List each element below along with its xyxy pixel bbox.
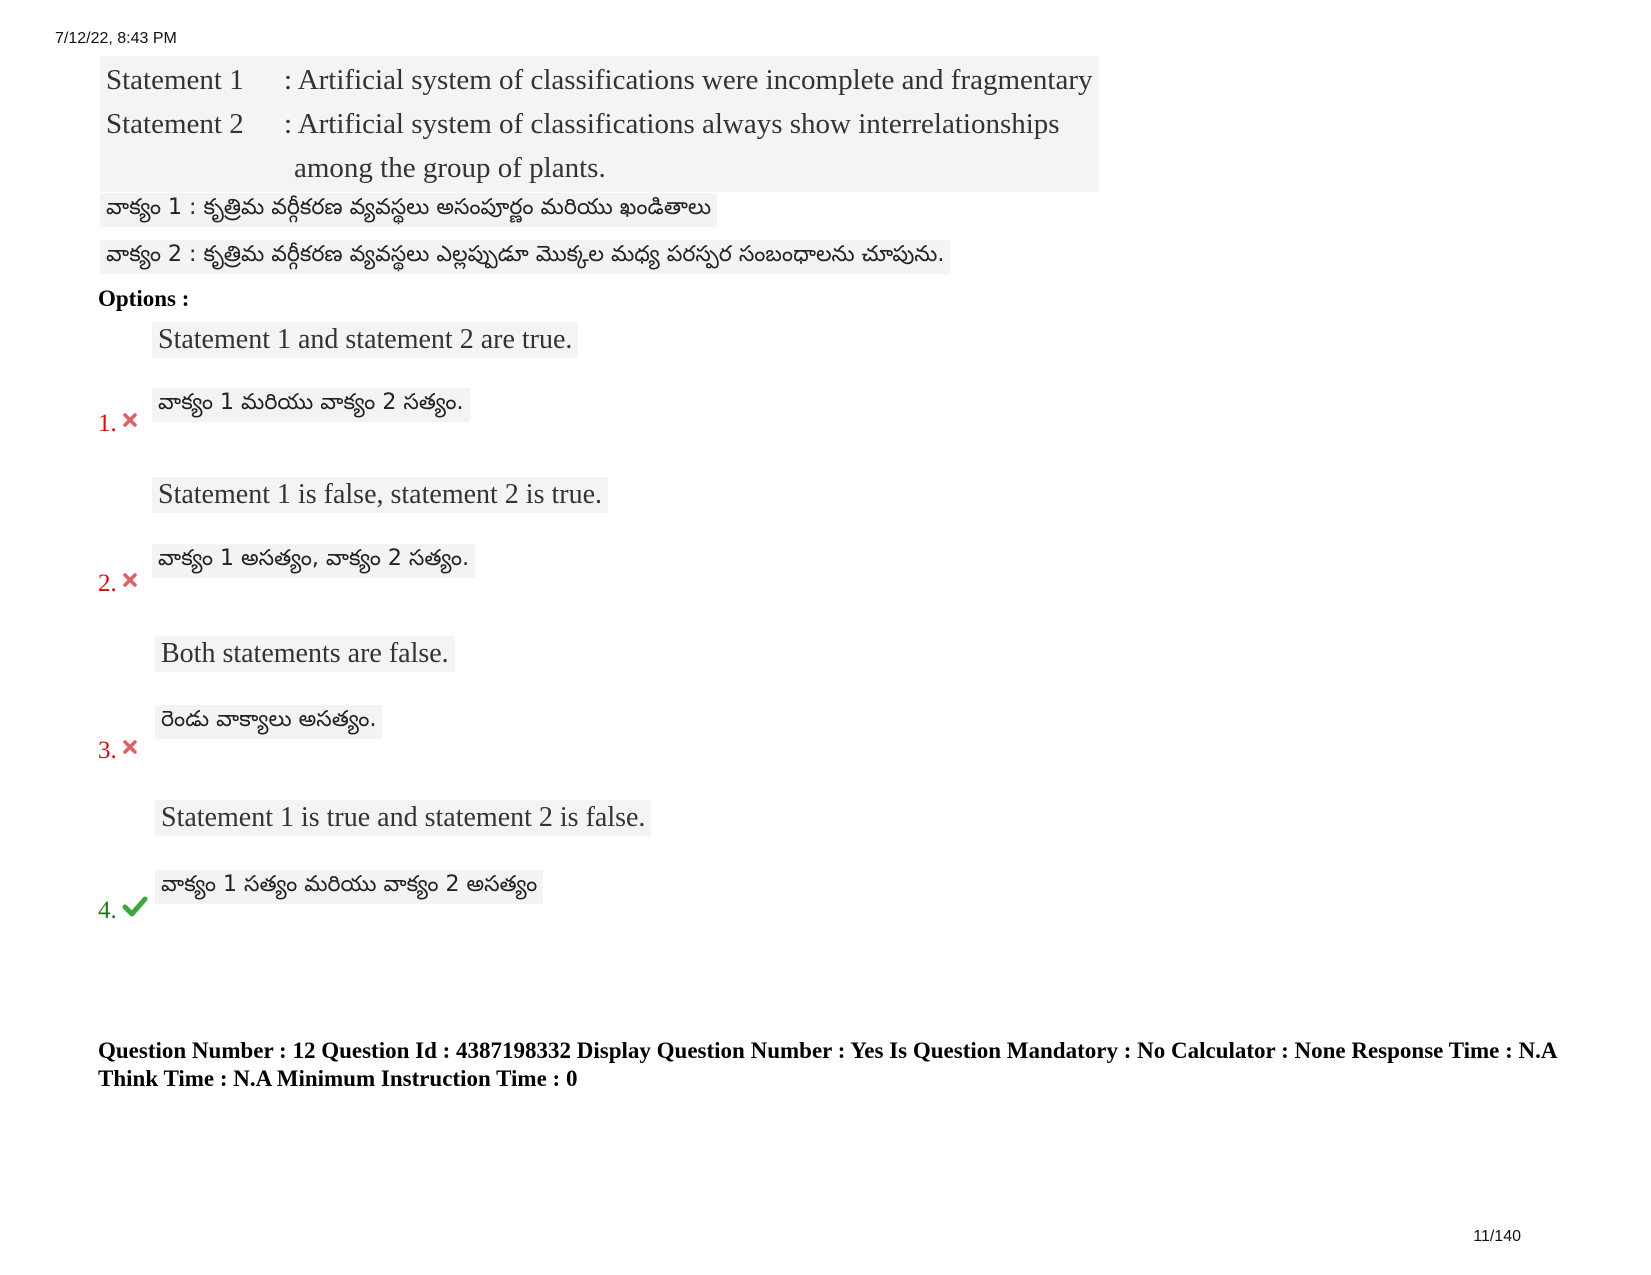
options-heading: Options : (98, 286, 190, 311)
statement-2-label: Statement 2 (106, 108, 244, 140)
option-2-telugu: వాక్యం 1 అసత్యం, వాక్యం 2 సత్యం. (152, 544, 475, 578)
telugu-statement-2: వాక్యం 2 : కృత్రిమ వర్గీకరణ వ్యవస్థలు ఎల్లప్పుడూ మొక్కల మధ్య పరస్పర సంబంధాలను చూపును. (100, 240, 950, 274)
statement-2 (106, 102, 1093, 146)
check-icon (122, 895, 148, 917)
option-1-english: Statement 1 and statement 2 are true. (152, 322, 578, 358)
option-4-english: Statement 1 is true and statement 2 is false. (155, 800, 651, 836)
option-3-number: 3. (98, 737, 117, 764)
option-3-english: Both statements are false. (155, 636, 455, 672)
statement-2-continuation: among the group of plants. (294, 152, 606, 184)
cross-icon (122, 572, 138, 588)
print-timestamp: 7/12/22, 8:43 PM (55, 30, 177, 47)
statement-2-text: : Artificial system of classifications always show interrelationships (284, 108, 1060, 140)
option-1-telugu: వాక్యం 1 మరియు వాక్యం 2 సత్యం. (152, 388, 470, 422)
option-3-telugu: రెండు వాక్యాలు అసత్యం. (155, 705, 382, 739)
option-2-number: 2. (98, 570, 117, 597)
cross-icon (122, 739, 138, 755)
option-4-number: 4. (98, 897, 117, 924)
option-4-telugu: వాక్యం 1 సత్యం మరియు వాక్యం 2 అసత్యం (155, 870, 543, 904)
page-number: 11/140 (1473, 1228, 1521, 1245)
statement-1-label: Statement 1 (106, 64, 244, 96)
statements-block (100, 56, 1099, 192)
next-question-meta: Question Number : 12 Question Id : 4387198332 Display Question Number : Yes Is Question Mandatory : No Calculator : None Response Time : N.A Think Time : N.A Minimum Instruction Time : 0 (98, 1038, 1557, 1091)
statement-1-text: : Artificial system of classifications were incomplete and fragmentary (284, 64, 1093, 96)
cross-icon (122, 412, 138, 428)
telugu-statement-1: వాక్యం 1 : కృత్రిమ వర్గీకరణ వ్యవస్థలు అసంపూర్ణం మరియు ఖండితాలు (100, 193, 717, 227)
option-2-english: Statement 1 is false, statement 2 is true. (152, 477, 608, 513)
option-1-number: 1. (98, 410, 117, 437)
statement-1 (106, 58, 1093, 102)
